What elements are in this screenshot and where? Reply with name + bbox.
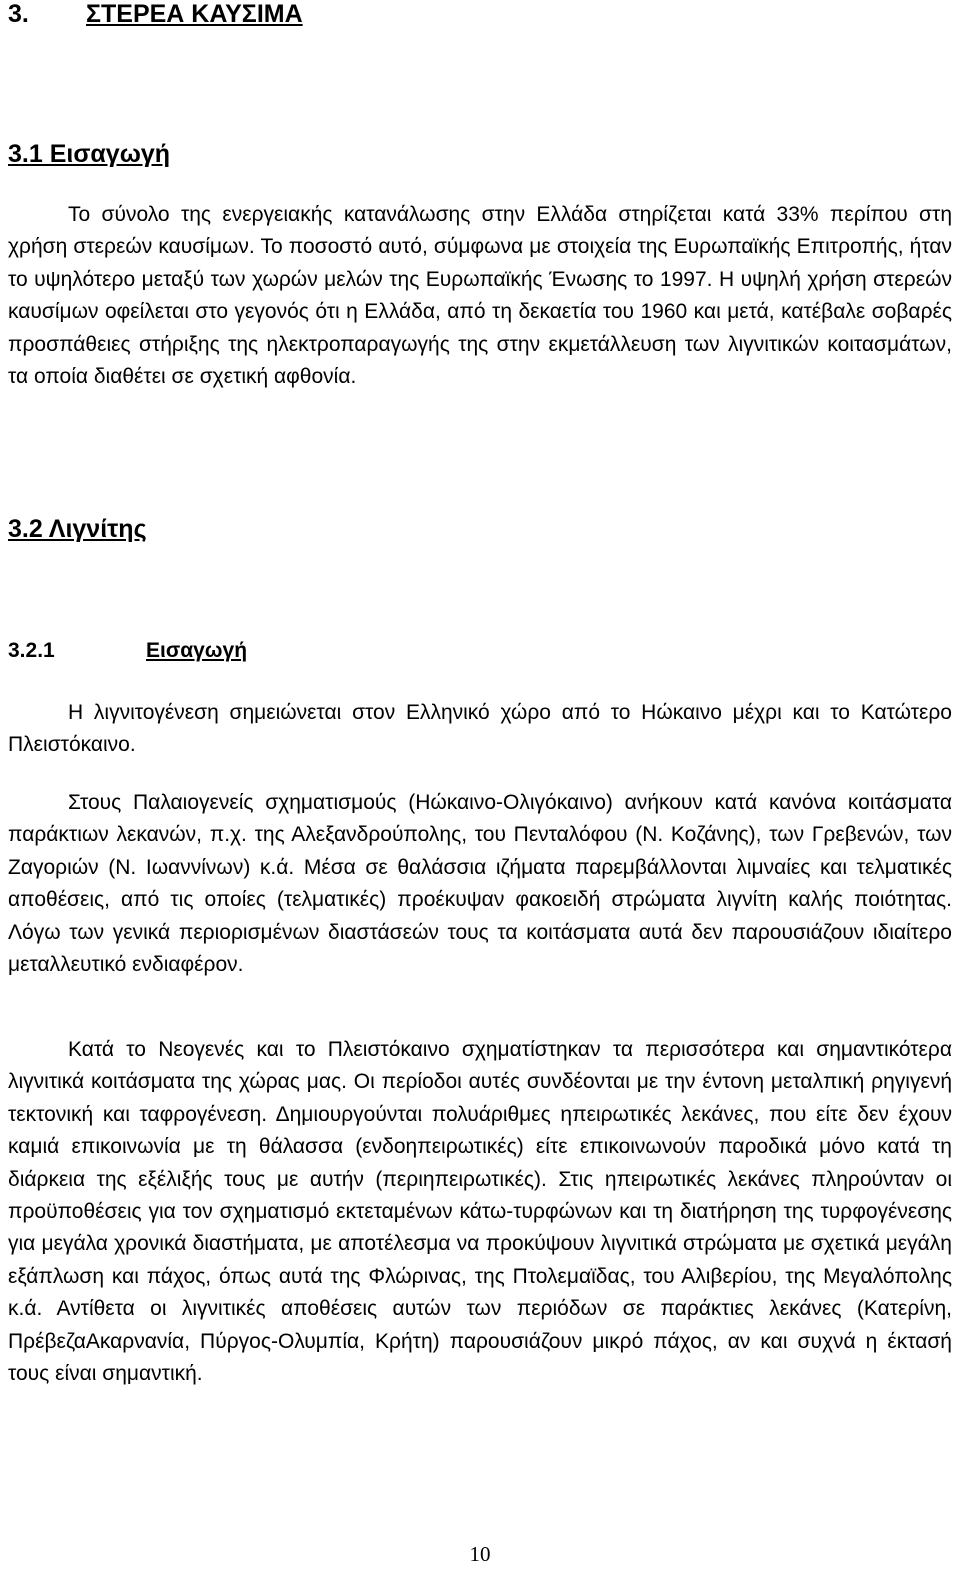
- page-number: 10: [469, 1542, 491, 1566]
- chapter-title: ΣΤΕΡΕΑ ΚΑΥΣΙΜΑ: [86, 0, 303, 28]
- lignite-paragraph-1: Η λιγνιτογένεση σημειώνεται στον Ελληνικό χώρο από το Ηώκαινο μέχρι και το Κατώτερο Πλειστόκαινο.: [8, 701, 952, 757]
- chapter-heading: [8, 0, 303, 30]
- lignite-paragraph-2: Στους Παλαιογενείς σχηματισμούς (Ηώκαινο-Ολιγόκαινο) ανήκουν κατά κανόνα κοιτάσματα παράκτιων λεκανών, π.χ. της Αλεξανδρούπολης, του Πενταλόφου (Ν. Κοζάνης), των Γρεβενών, των Ζαγοριών (Ν. Ιωαννίνων) κ.ά. Μέσα σε θαλάσσια ιζήματα παρεμβάλλονται λιμναίες και τελματικές αποθέσεις, από τις οποίες (τελματικές) προέκυψαν φακοειδή στρώματα λιγνίτη καλής ποιότητας. Λόγω των γενικά περιορισμένων διαστάσεών τους τα κοιτάσματα αυτά δεν παρουσιάζουν ιδιαίτερο μεταλλευτικό ενδιαφέρον.: [8, 791, 952, 977]
- lignite-paragraph-3: Κατά το Νεογενές και το Πλειστόκαινο σχηματίστηκαν τα περισσότερα και σημαντικότερα λιγνιτικά κοιτάσματα της χώρας μας. Οι περίοδοι αυτές συνδέονται με την έντονη μεταλπική ρηγιγενή τεκτονική και ταφρογένεση. Δημιουργούνται πολυάριθμες ηπειρωτικές λεκάνες, που είτε δεν έχουν καμιά επικοινωνία με τη θάλασσα (ενδοηπειρωτικές) είτε επικοινωνούν παροδικά μόνο κατά τη διάρκεια της εξέλιξής τους με αυτήν (περιηπειρωτικές). Στις ηπειρωτικές λεκάνες πληρούνταν οι προϋποθέσεις για τον σχηματισμό εκτεταμένων κάτω-τυρφώνων και τη διατήρηση της τυρφογένεσης για μεγάλα χρονικά διαστήματα, με αποτέλεσμα να προκύψουν λιγνιτικά στρώματα με σχετικά μεγάλη εξάπλωση και πάχος, όπως αυτά της Φλώρινας, της Πτολεμαϊδας, του Αλιβερίου, της Μεγαλόπολης κ.ά. Αντίθετα οι λιγνιτικές αποθέσεις αυτών των περιόδων σε παράκτιες λεκάνες (Κατερίνη, ΠρέβεζαΑκαρνανία, Πύργος-Ολυμπία, Κρήτη) παρουσιάζουν μικρό πάχος, αν και συχνά η έκτασή τους είναι σημαντική.: [8, 1038, 952, 1386]
- intro-paragraph: Το σύνολο της ενεργειακής κατανάλωσης στην Ελλάδα στηρίζεται κατά 33% περίπου στη χρήση στερεών καυσίμων. Το ποσοστό αυτό, σύμφωνα με στοιχεία της Ευρωπαϊκής Επιτροπής, ήταν το υψηλότερο μεταξύ των χωρών μελών της Ευρωπαϊκής Ένωσης το 1997. Η υψηλή χρήση στερεών καυσίμων οφείλεται στο γεγονός ότι η Ελλάδα, από τη δεκαετία του 1960 και μετά, κατέβαλε σοβαρές προσπάθειες στήριξης της ηλεκτροπαραγωγής της στην εκμετάλλευση των λιγνιτικών κοιτασμάτων, τα οποία διαθέτει σε σχετική αφθονία.: [8, 203, 952, 389]
- section-title: 3.1 Εισαγωγή: [8, 140, 170, 168]
- subsection-heading: [8, 637, 247, 665]
- section-title: 3.2 Λιγνίτης: [8, 515, 147, 543]
- subsection-number: 3.2.1: [8, 639, 55, 662]
- section-heading-lignite: [8, 513, 147, 545]
- subsection-title: Εισαγωγή: [146, 639, 248, 662]
- chapter-number: 3.: [8, 0, 29, 28]
- section-heading-intro: [8, 138, 170, 170]
